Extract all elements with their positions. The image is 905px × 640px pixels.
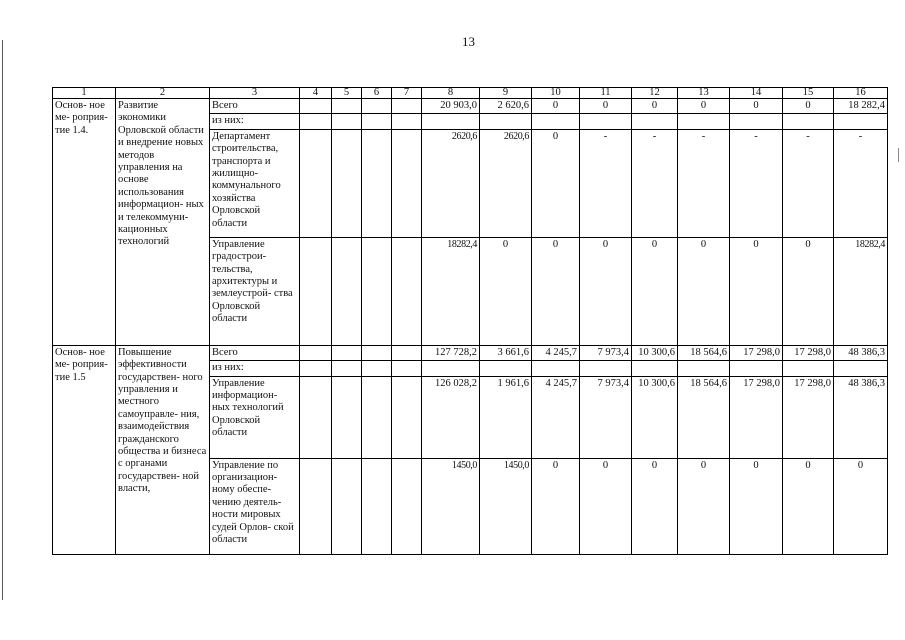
value-cell: 10 300,6 xyxy=(632,345,678,360)
column-header: 8 xyxy=(422,88,480,99)
value-cell: 0 xyxy=(532,99,580,114)
row-label: Управление информацион- ных технологий Орловской области xyxy=(210,376,300,458)
value-cell: 0 xyxy=(532,237,580,345)
value-cell: 3 661,6 xyxy=(480,345,532,360)
budget-table xyxy=(52,87,888,555)
column-header: 3 xyxy=(210,88,300,99)
value-cell: 0 xyxy=(580,237,632,345)
value-cell: 7 973,4 xyxy=(580,376,632,458)
column-header: 1 xyxy=(53,88,116,99)
value-cell: 48 386,3 xyxy=(834,345,888,360)
value-cell: 0 xyxy=(730,99,783,114)
value-cell: - xyxy=(678,129,730,237)
column-header: 4 xyxy=(300,88,332,99)
value-cell xyxy=(834,361,888,376)
value-cell xyxy=(834,114,888,129)
value-cell: 0 xyxy=(632,99,678,114)
scan-left-edge xyxy=(2,40,3,600)
value-cell: 18 282,4 xyxy=(834,99,888,114)
value-cell: 127 728,2 xyxy=(422,345,480,360)
column-header: 2 xyxy=(116,88,210,99)
value-cell: 0 xyxy=(580,99,632,114)
value-cell: 18 564,6 xyxy=(678,345,730,360)
value-cell: 10 300,6 xyxy=(632,376,678,458)
value-cell: 0 xyxy=(783,458,834,554)
value-cell: 18 564,6 xyxy=(678,376,730,458)
column-header: 14 xyxy=(730,88,783,99)
value-cell xyxy=(422,361,480,376)
page-number: 13 xyxy=(462,34,475,49)
value-cell: 2620,6 xyxy=(422,129,480,237)
column-header: 16 xyxy=(834,88,888,99)
value-cell: 0 xyxy=(532,129,580,237)
column-header: 5 xyxy=(332,88,362,99)
row-label: Всего xyxy=(210,99,300,114)
column-header: 10 xyxy=(532,88,580,99)
measure-cell: Основ- ное ме- роприя- тие 1.5 xyxy=(53,345,116,554)
column-header: 6 xyxy=(362,88,392,99)
value-cell: - xyxy=(632,129,678,237)
measure-title-cell: Развитие экономики Орловской области и внедрение новых методов управления на основе использования информацион- ных и телекоммуни- кационных технологий xyxy=(116,99,210,346)
value-cell: 0 xyxy=(580,458,632,554)
row-label: из них: xyxy=(210,114,300,129)
value-cell: 1450,0 xyxy=(422,458,480,554)
value-cell: 0 xyxy=(678,99,730,114)
value-cell xyxy=(580,114,632,129)
column-header: 12 xyxy=(632,88,678,99)
value-cell: 17 298,0 xyxy=(783,345,834,360)
value-cell: 0 xyxy=(834,458,888,554)
value-cell: 2620,6 xyxy=(480,129,532,237)
value-cell: 1450,0 xyxy=(480,458,532,554)
value-cell: 48 386,3 xyxy=(834,376,888,458)
value-cell: 0 xyxy=(783,99,834,114)
value-cell xyxy=(532,361,580,376)
value-cell xyxy=(632,361,678,376)
value-cell xyxy=(678,361,730,376)
value-cell: 0 xyxy=(783,237,834,345)
value-cell: 17 298,0 xyxy=(730,345,783,360)
value-cell: 2 620,6 xyxy=(480,99,532,114)
row-label: Всего xyxy=(210,345,300,360)
value-cell: 1 961,6 xyxy=(480,376,532,458)
column-header: 11 xyxy=(580,88,632,99)
value-cell: 0 xyxy=(730,458,783,554)
row-label: Управление градострои- тельства, архитектуры и землеустрой- ства Орловской области xyxy=(210,237,300,345)
value-cell: 18282,4 xyxy=(422,237,480,345)
value-cell: 0 xyxy=(678,237,730,345)
value-cell: 0 xyxy=(632,458,678,554)
value-cell xyxy=(532,114,580,129)
value-cell: - xyxy=(730,129,783,237)
scan-right-mark xyxy=(898,148,899,162)
value-cell xyxy=(783,114,834,129)
value-cell: 0 xyxy=(730,237,783,345)
value-cell xyxy=(678,114,730,129)
value-cell: 18282,4 xyxy=(834,237,888,345)
value-cell xyxy=(730,361,783,376)
value-cell: - xyxy=(580,129,632,237)
row-label: Департамент строительства, транспорта и жилищно- коммунального хозяйства Орловской области xyxy=(210,129,300,237)
value-cell xyxy=(422,114,480,129)
value-cell xyxy=(632,114,678,129)
value-cell xyxy=(783,361,834,376)
value-cell xyxy=(480,114,532,129)
table-row xyxy=(53,99,888,114)
value-cell: 0 xyxy=(532,458,580,554)
value-cell: - xyxy=(834,129,888,237)
column-header: 7 xyxy=(392,88,422,99)
column-header: 13 xyxy=(678,88,730,99)
column-header: 9 xyxy=(480,88,532,99)
row-label: Управление по организацион- ному обеспе- чению деятель- ности мировых судей Орлов- ской области xyxy=(210,458,300,554)
value-cell: 7 973,4 xyxy=(580,345,632,360)
column-header: 15 xyxy=(783,88,834,99)
value-cell: 4 245,7 xyxy=(532,376,580,458)
value-cell: 0 xyxy=(480,237,532,345)
value-cell: 17 298,0 xyxy=(783,376,834,458)
table-row xyxy=(53,345,888,360)
value-cell xyxy=(730,114,783,129)
row-label: из них: xyxy=(210,361,300,376)
value-cell: 20 903,0 xyxy=(422,99,480,114)
column-number-row xyxy=(53,88,888,99)
value-cell: 17 298,0 xyxy=(730,376,783,458)
value-cell xyxy=(480,361,532,376)
value-cell: 0 xyxy=(678,458,730,554)
value-cell: - xyxy=(783,129,834,237)
value-cell xyxy=(580,361,632,376)
value-cell: 0 xyxy=(632,237,678,345)
value-cell: 4 245,7 xyxy=(532,345,580,360)
measure-cell: Основ- ное ме- роприя- тие 1.4. xyxy=(53,99,116,346)
value-cell: 126 028,2 xyxy=(422,376,480,458)
measure-title-cell: Повышение эффективности государствен- ного управления и местного самоуправле- ния, взаимодействия гражданского общества и бизнеса с органами государствен- ной власти, xyxy=(116,345,210,554)
